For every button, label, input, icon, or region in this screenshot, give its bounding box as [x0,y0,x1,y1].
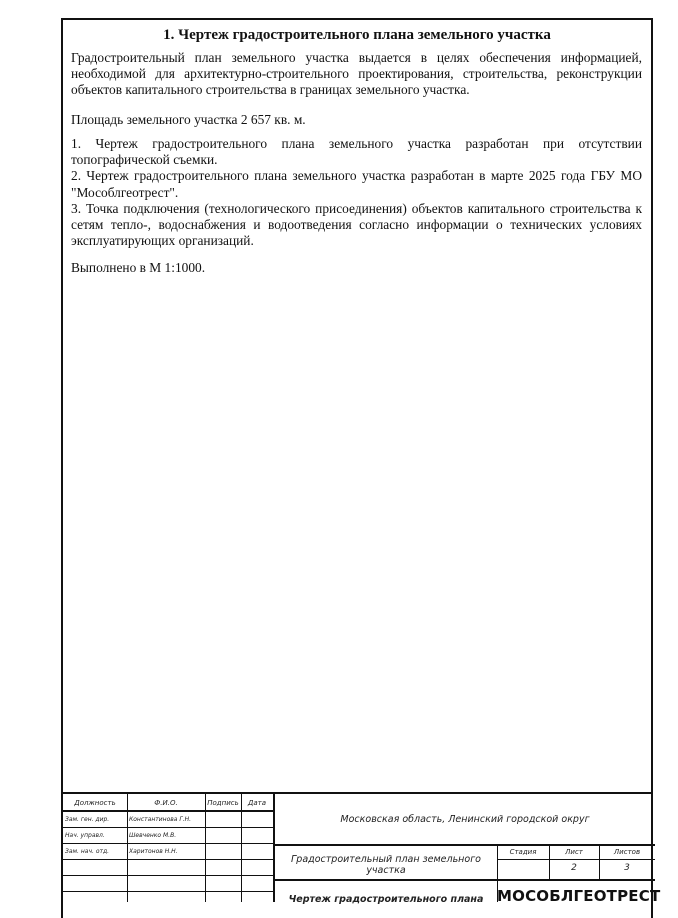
stamp-divider [63,810,273,812]
stamp-person-name: Константинова Г.Н. [129,816,192,823]
stamp-divider [63,859,273,860]
sheets-value: 3 [624,863,630,873]
stamp-divider [63,843,273,844]
stamp-header-name: Ф.И.О. [154,799,178,807]
note-item: 2. Чертеж градостроительного плана земельного участка разработан в марте 2025 года ГБУ МО "Мособлгеотрест". [71,168,642,200]
stamp-position: Зам. ген. дир. [65,816,110,823]
intro-paragraph: Градостроительный план земельного участка выдается в целях обеспечения информацией, необходимой для архитектурно-строительного проектирования, строительства, реконструкции объектов капитального строительства в границах земельного участка. [71,50,642,98]
area-text: Площадь земельного участка 2 657 кв. м. [71,112,306,127]
drawing-frame [61,18,661,918]
location-text: Московская область, Ленинский городской округ [340,814,590,825]
stamp-divider [63,875,273,876]
organization-logo: МОСОБЛГЕОТРЕСТ [497,887,661,905]
stamp-divider [497,859,655,860]
sheet-value: 2 [571,863,577,873]
stamp-divider [273,844,655,846]
stamp-divider [273,879,655,881]
stage-label: Стадия [509,848,537,856]
stamp-divider [63,827,273,828]
notes-list [71,136,642,249]
sheets-label: Листов [613,848,641,856]
note-item: 1. Чертеж градостроительного плана земельного участка разработан при отсутствии топографической съемки. [71,136,642,168]
stamp-header-date: Дата [247,799,267,807]
stamp-position: Зам. нач. отд. [65,848,110,855]
stamp-divider [273,794,275,902]
stamp-position: Нач. управл. [65,832,105,839]
sheet-label: Лист [565,848,583,856]
page-title: 1. Чертеж градостроительного плана земельного участка [163,27,551,43]
stamp-person-name: Харитонов Н.Н. [129,848,178,855]
scale-text: Выполнено в М 1:1000. [71,260,206,275]
note-item: 3. Точка подключения (технологического присоединения) объектов капитального строительства к сетям тепло-, водоснабжения и водоотведения согласно информации о технических условиях эксплуатирующих организаций. [71,200,642,249]
title-block [61,792,661,905]
stamp-person-name: Шевченко М.В. [129,832,177,839]
plan-title: Градостроительный план земельного участка [291,854,481,876]
stamp-divider [63,891,273,892]
drawing-title: Чертеж градостроительного плана [288,894,484,905]
stamp-header-signature: Подпись [207,799,239,807]
stamp-header-position: Должность [74,799,116,807]
